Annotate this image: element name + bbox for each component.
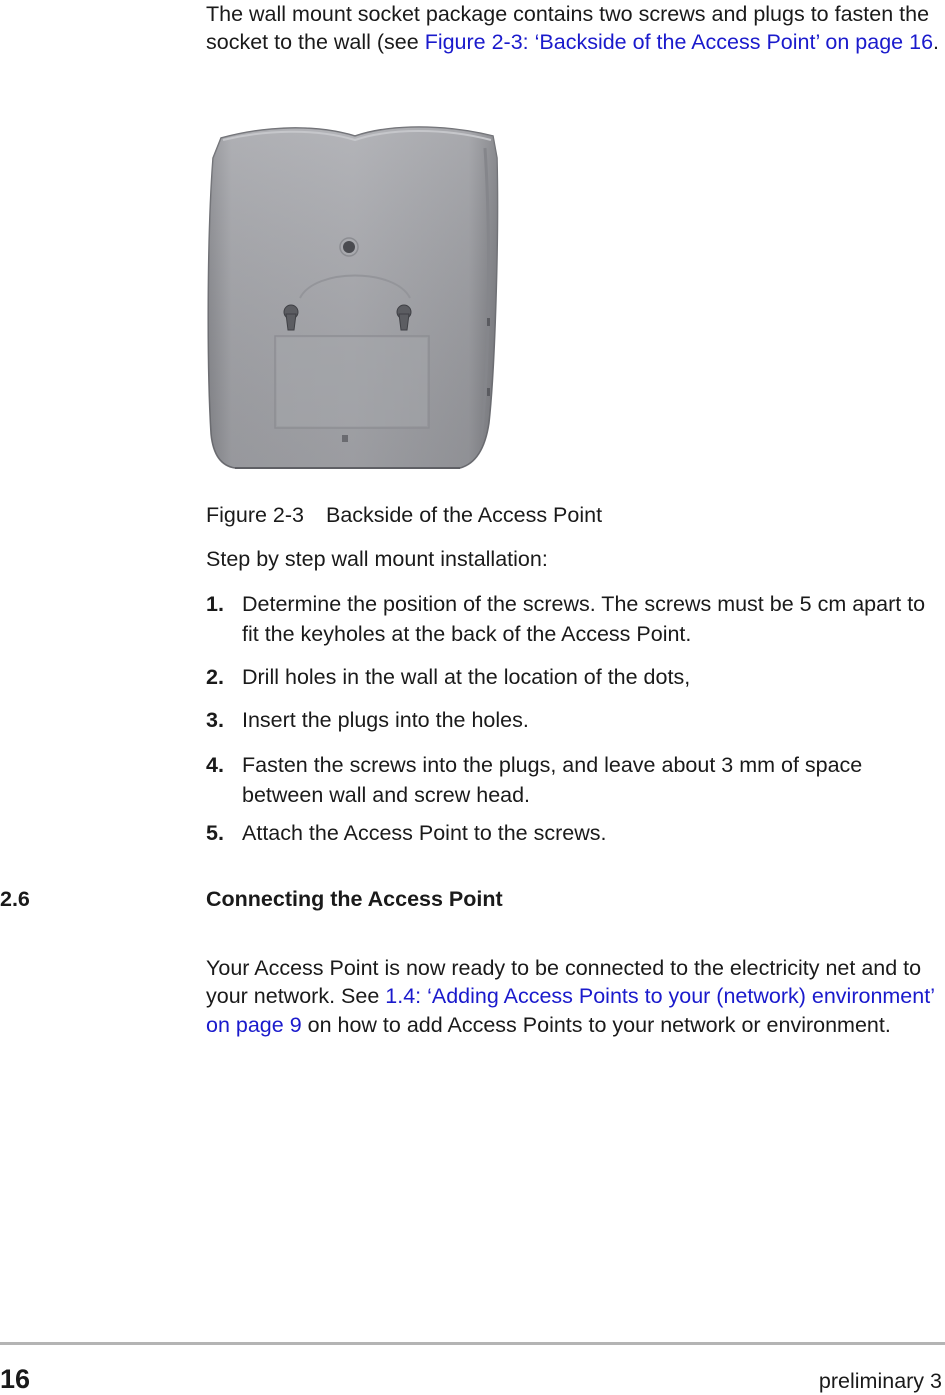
figure-caption bbox=[206, 501, 602, 529]
step-text: Fasten the screws into the plugs, and leave about 3 mm of space between wall and screw head. bbox=[242, 753, 863, 807]
step-number: 5. bbox=[206, 821, 224, 845]
step-text: Attach the Access Point to the screws. bbox=[242, 821, 607, 845]
intro-paragraph bbox=[206, 0, 942, 56]
figure-label: Figure 2-3 bbox=[206, 503, 304, 527]
section-paragraph bbox=[206, 954, 944, 1040]
step-number: 2. bbox=[206, 665, 224, 689]
section-text: Your Access Point is now ready to be connected to the electricity net and to your network. See bbox=[206, 955, 922, 1008]
section-title: Connecting the Access Point bbox=[206, 887, 503, 911]
step-number: 3. bbox=[206, 708, 224, 732]
steps-intro: Step by step wall mount installation: bbox=[206, 547, 548, 571]
footer-divider bbox=[0, 1342, 945, 1345]
step-text: Insert the plugs into the holes. bbox=[242, 708, 529, 732]
step-number: 4. bbox=[206, 753, 224, 777]
section-number: 2.6 bbox=[0, 887, 30, 911]
figure-2-3-link[interactable]: Figure 2-3: ‘Backside of the Access Point’ on page 16 bbox=[424, 30, 934, 54]
list-item bbox=[206, 589, 942, 649]
intro-text-end: . bbox=[933, 30, 940, 54]
intro-text: The wall mount socket package contains two screws and plugs to fasten the socket to the wall (see bbox=[206, 2, 930, 54]
page-number: 16 bbox=[0, 1364, 31, 1394]
access-point-backside-image bbox=[205, 118, 550, 470]
step-text: Drill holes in the wall at the location of the dots, bbox=[242, 665, 691, 689]
section-1-4-link[interactable]: 1.4: ‘Adding Access Points to your (network) environment’ on page 9 bbox=[206, 984, 935, 1037]
step-number: 1. bbox=[206, 592, 224, 616]
section-text-end: on how to add Access Points to your network or environment. bbox=[301, 1012, 891, 1037]
footer-status: preliminary 3 bbox=[818, 1369, 942, 1393]
figure-title: Backside of the Access Point bbox=[326, 503, 603, 527]
step-text: Determine the position of the screws. The screws must be 5 cm apart to fit the keyholes at the back of the Access Point. bbox=[242, 592, 926, 646]
